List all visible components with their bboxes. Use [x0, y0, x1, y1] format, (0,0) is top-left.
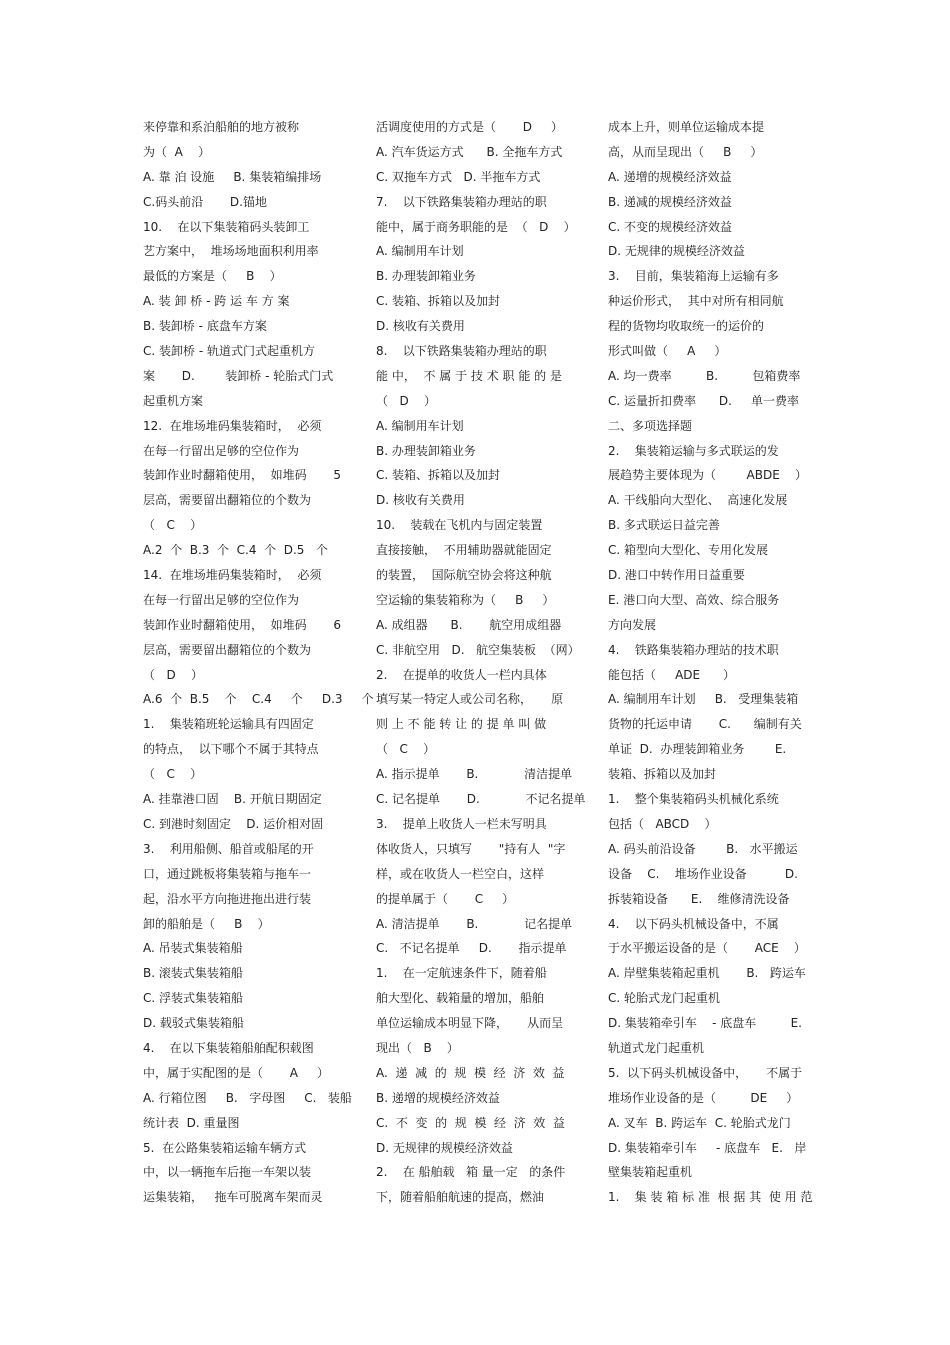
- text-line: A. 干线船向大型化、 高速化发展: [608, 493, 788, 508]
- text-line: A. 行箱位图 B. 字母图 C. 装船: [143, 1090, 352, 1105]
- text-line: 装卸作业时翻箱使用， 如堆码 5: [143, 468, 341, 483]
- text-line: 现出（ B ）: [376, 1040, 459, 1055]
- text-line: B. 递减的规模经济效益: [608, 194, 732, 209]
- text-line: C. 到港时刻固定 D. 运价相对固: [143, 816, 324, 831]
- text-line: B. 办理装卸箱业务: [376, 269, 476, 284]
- text-line: 拆装箱设备 E. 维修清洗设备: [608, 891, 790, 906]
- text-line: （ C ）: [376, 742, 436, 757]
- text-line: C. 不记名提单 D. 指示提单: [376, 941, 567, 956]
- text-line: A. 码头前沿设备 B. 水平搬运: [608, 841, 798, 856]
- text-line: 层高，需要留出翻箱位的个数为: [143, 493, 312, 508]
- text-line: 10. 装载在飞机内与固定装置: [376, 518, 543, 533]
- text-line: 程的货物均收取统一的运价的: [608, 319, 765, 334]
- text-line: 2. 集装箱运输与多式联运的发: [608, 443, 779, 458]
- text-line: 最低的方案是（ B ）: [143, 269, 282, 284]
- text-line: 在每一行留出足够的空位作为: [143, 443, 300, 458]
- text-line: 方向发展: [608, 617, 657, 632]
- text-line: 2. 在提单的收货人一栏内具体: [376, 667, 547, 682]
- text-line: 1. 在一定航速条件下，随着船: [376, 966, 547, 981]
- text-line: 形式叫做（ A ）: [608, 344, 727, 359]
- text-line: 1. 集装箱班轮运输具有四固定: [143, 717, 314, 732]
- text-line: C. 浮装式集装箱船: [143, 991, 244, 1006]
- text-line: 统计表 D. 重量图: [143, 1115, 240, 1130]
- text-line: C. 运量折扣费率 D. 单一费率: [608, 393, 800, 408]
- text-line: D. 无规律的规模经济效益: [376, 1140, 513, 1155]
- text-line: 则 上 不 能 转 让 的 提 单 叫 做: [376, 717, 547, 732]
- text-line: B. 办理装卸箱业务: [376, 443, 476, 458]
- text-line: 8. 以下铁路集装箱办理站的职: [376, 344, 547, 359]
- text-line: D. 核收有关费用: [376, 319, 465, 334]
- text-line: 2. 在 船舶载 箱 量一定 的条件: [376, 1165, 566, 1180]
- text-line: 空运输的集装箱称为（ B ）: [376, 592, 555, 607]
- text-line: 5. 在公路集装箱运输车辆方式: [143, 1140, 307, 1155]
- text-line: 起，沿水平方向拖进拖出进行装: [143, 891, 312, 906]
- text-line: A. 编制用车计划: [376, 244, 464, 259]
- text-line: 3. 目前，集装箱海上运输有多: [608, 269, 779, 284]
- text-line: 轨道式龙门起重机: [608, 1040, 705, 1055]
- text-line: 能 中， 不 属 于 技 术 职 能 的 是: [376, 368, 562, 383]
- text-line: A. 编制用车计划 B. 受理集装箱: [608, 692, 799, 707]
- text-line: C. 双拖车方式 D. 半拖车方式: [376, 169, 541, 184]
- text-line: 设备 C. 堆场作业设备 D.: [608, 866, 798, 881]
- text-line: D. 核收有关费用: [376, 493, 465, 508]
- text-line: 起重机方案: [143, 393, 204, 408]
- text-line: 为（ A ）: [143, 144, 211, 159]
- text-line: 4. 铁路集装箱办理站的技术职: [608, 642, 779, 657]
- text-line: 4. 以下码头机械设备中，不属: [608, 916, 779, 931]
- text-line: 7. 以下铁路集装箱办理站的职: [376, 194, 547, 209]
- text-line: A. 递 减 的 规 模 经 济 效 益: [376, 1065, 565, 1080]
- text-line: 3. 提单上收货人一栏未写明具: [376, 816, 547, 831]
- text-line: 运集装箱， 拖车可脱离车架而灵: [143, 1190, 323, 1205]
- text-line: D. 载驳式集装箱船: [143, 1016, 244, 1031]
- text-line: A. 靠 泊 设施 B. 集装箱编排场: [143, 169, 322, 184]
- text-line: C. 装箱、拆箱以及加封: [376, 294, 501, 309]
- text-line: 的特点， 以下哪个不属于其特点: [143, 742, 319, 757]
- text-line: （ C ）: [143, 518, 203, 533]
- text-column-middle: [376, 115, 586, 1210]
- text-line: 二、多项选择题: [608, 418, 693, 433]
- text-line: A. 均一费率 B. 包箱费率: [608, 368, 801, 383]
- text-line: 4. 在以下集装箱船舶配积载图: [143, 1040, 314, 1055]
- text-line: E. 港口向大型、高效、综合服务: [608, 592, 780, 607]
- text-line: （ D ）: [143, 667, 203, 682]
- text-line: 卸的船舶是（ B ）: [143, 916, 270, 931]
- text-line: D. 港口中转作用日益重要: [608, 568, 745, 583]
- text-line: 成本上升，则单位运输成本提: [608, 120, 765, 134]
- text-line: C. 装卸桥 - 轨道式门式起重机方: [143, 344, 315, 359]
- text-line: 种运价形式， 其中对所有相同航: [608, 294, 784, 309]
- text-line: B. 滚装式集装箱船: [143, 966, 243, 981]
- text-line: 包括（ ABCD ）: [608, 816, 717, 831]
- text-line: A. 成组器 B. 航空用成组器: [376, 617, 562, 632]
- text-line: A. 挂靠港口固 B. 开航日期固定: [143, 792, 322, 807]
- text-line: A. 指示提单 B. 清洁提单: [376, 767, 573, 782]
- text-line: （ D ）: [376, 393, 436, 408]
- text-line: 舶大型化、载箱量的增加，船舶: [376, 991, 545, 1006]
- text-line: D. 无规律的规模经济效益: [608, 244, 745, 259]
- text-line: 1. 集 装 箱 标 准 根 据 其 使 用 范: [608, 1190, 813, 1205]
- text-line: A. 清洁提单 B. 记名提单: [376, 916, 573, 931]
- text-line: 5. 以下码头机械设备中， 不属于: [608, 1065, 803, 1080]
- text-line: A.2 个 B.3 个 C.4 个 D.5 个: [143, 543, 328, 558]
- text-line: D. 集装箱牵引车 - 底盘车 E. 岸: [608, 1140, 807, 1155]
- text-line: C. 箱型向大型化、专用化发展: [608, 543, 769, 558]
- text-line: 单证 D. 办理装卸箱业务 E.: [608, 742, 787, 757]
- text-line: A. 汽车货运方式 B. 全拖车方式: [376, 144, 563, 159]
- text-column-left: [143, 115, 374, 1210]
- text-line: A. 装 卸 桥 - 跨 运 车 方 案: [143, 294, 290, 309]
- text-line: 能包括（ ADE ）: [608, 667, 735, 682]
- text-line: C. 不变的规模经济效益: [608, 219, 733, 234]
- text-line: B. 递增的规模经济效益: [376, 1090, 500, 1105]
- text-line: 装卸作业时翻箱使用， 如堆码 6: [143, 617, 341, 632]
- text-line: 填写某一特定人或公司名称， 原: [376, 692, 564, 707]
- text-line: 1. 整个集装箱码头机械化系统: [608, 792, 779, 807]
- text-line: D. 集装箱牵引车 - 底盘车 E.: [608, 1016, 802, 1031]
- text-line: A.6 个 B.5 个 C.4 个 D.3 个: [143, 692, 374, 707]
- text-line: 高，从而呈现出（ B ）: [608, 144, 763, 159]
- text-line: 直接接触， 不用辅助器就能固定: [376, 543, 552, 558]
- text-line: 能中，属于商务职能的是 （ D ）: [376, 219, 576, 234]
- text-line: C.码头前沿 D.锚地: [143, 194, 267, 209]
- text-line: 来停靠和系泊船舶的地方被称: [143, 120, 300, 134]
- text-line: C. 装箱、拆箱以及加封: [376, 468, 501, 483]
- text-line: 艺方案中， 堆场场地面积利用率: [143, 244, 319, 259]
- text-line: 中，属于实配图的是（ A ）: [143, 1065, 329, 1080]
- text-line: 层高，需要留出翻箱位的个数为: [143, 642, 312, 657]
- text-line: 的提单属于（ C ）: [376, 891, 515, 906]
- text-line: 单位运输成本明显下降， 从而呈: [376, 1016, 564, 1031]
- text-line: C. 轮胎式龙门起重机: [608, 991, 721, 1006]
- text-line: 12. 在堆场堆码集装箱时， 必须: [143, 418, 322, 433]
- text-line: 装箱、拆箱以及加封: [608, 767, 717, 782]
- text-line: 中，以一辆拖车后拖一车架以装: [143, 1165, 312, 1180]
- text-line: 展趋势主要体现为（ ABDE ）: [608, 468, 808, 483]
- text-line: C. 记名提单 D. 不记名提单: [376, 792, 586, 807]
- text-line: 堆场作业设备的是（ DE ）: [608, 1090, 799, 1105]
- text-line: （ C ）: [143, 767, 203, 782]
- text-line: A. 岸壁集装箱起重机 B. 跨运车: [608, 966, 806, 981]
- text-line: C. 非航空用 D. 航空集装板 （网）: [376, 642, 580, 657]
- text-line: 3. 利用船侧、船首或船尾的开: [143, 841, 314, 856]
- text-line: 案 D. 装卸桥 - 轮胎式门式: [143, 368, 334, 383]
- text-line: 体收货人，只填写 "持有人 "字: [376, 841, 566, 856]
- text-line: B. 装卸桥 - 底盘车方案: [143, 319, 267, 334]
- text-line: B. 多式联运日益完善: [608, 518, 720, 533]
- text-line: 10. 在以下集装箱码头装卸工: [143, 219, 310, 234]
- text-line: 下，随着船舶航速的提高，燃油: [376, 1190, 545, 1205]
- text-line: 在每一行留出足够的空位作为: [143, 592, 300, 607]
- text-line: 于水平搬运设备的是（ ACE ）: [608, 941, 806, 956]
- text-column-right: [608, 115, 813, 1210]
- text-line: 口，通过跳板将集装箱与拖车一: [143, 866, 312, 881]
- text-line: A. 递增的规模经济效益: [608, 169, 732, 184]
- text-line: A. 编制用车计划: [376, 418, 464, 433]
- text-line: 的装置， 国际航空协会将这种航: [376, 568, 552, 583]
- text-line: 壁集装箱起重机: [608, 1165, 693, 1180]
- text-line: 活调度使用的方式是（ D ）: [376, 120, 564, 134]
- text-line: A. 叉车 B. 跨运车 C. 轮胎式龙门: [608, 1115, 791, 1130]
- text-line: 货物的托运申请 C. 编制有关: [608, 717, 802, 732]
- text-line: 样，或在收货人一栏空白，这样: [376, 866, 545, 881]
- text-line: C. 不 变 的 规 模 经 济 效 益: [376, 1115, 565, 1130]
- text-line: A. 吊装式集装箱船: [143, 941, 243, 956]
- text-line: 14. 在堆场堆码集装箱时， 必须: [143, 568, 322, 583]
